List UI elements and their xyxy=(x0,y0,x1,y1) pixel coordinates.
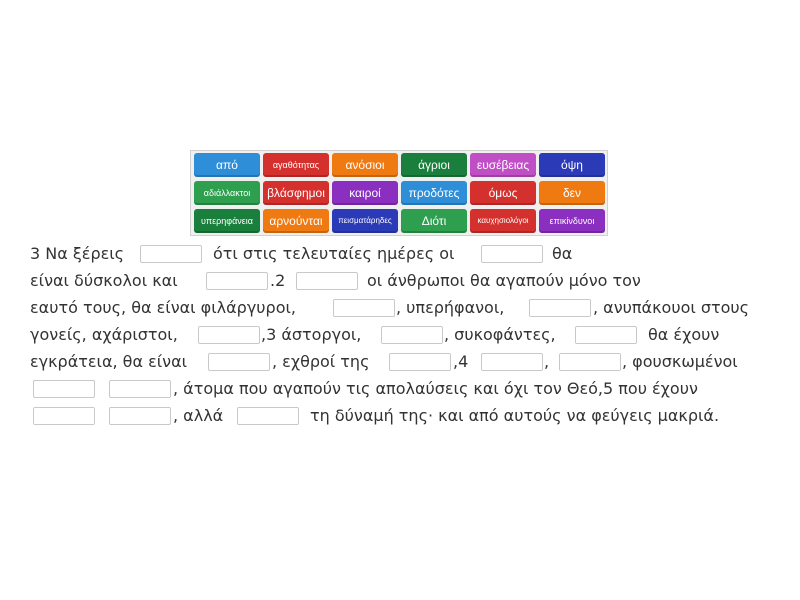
word-tile[interactable]: δεν xyxy=(539,181,605,205)
word-bank xyxy=(190,150,608,236)
word-tile[interactable]: από xyxy=(194,153,260,177)
text-segment: 3 Να ξέρεις xyxy=(30,244,125,263)
word-tile[interactable]: επικίνδυνοι xyxy=(539,209,605,233)
text-segment: .2 xyxy=(270,271,286,290)
text-segment: , αλλά xyxy=(173,406,224,425)
text-segment: , xyxy=(544,352,550,371)
word-tile[interactable]: υπερηφάνεια xyxy=(194,209,260,233)
answer-blank-14[interactable] xyxy=(33,380,95,398)
text-segment: ότι στις τελευταίες ημέρες οι xyxy=(213,244,455,263)
answer-blank-11[interactable] xyxy=(389,353,451,371)
text-segment: θα έχουν xyxy=(648,325,720,344)
text-segment: , υπερήφανοι, xyxy=(396,298,505,317)
word-tile[interactable]: ανόσιοι xyxy=(332,153,398,177)
answer-blank-3[interactable] xyxy=(206,272,268,290)
answer-blank-17[interactable] xyxy=(109,407,171,425)
text-segment: γονείς, αχάριστοι, xyxy=(30,325,178,344)
answer-blank-2[interactable] xyxy=(481,245,543,263)
answer-blank-1[interactable] xyxy=(140,245,202,263)
word-tile[interactable]: καυχησιολόγοι xyxy=(470,209,536,233)
text-segment: , ανυπάκουοι στους xyxy=(593,298,750,317)
text-segment: ,3 άστοργοι, xyxy=(261,325,362,344)
answer-blank-13[interactable] xyxy=(559,353,621,371)
text-segment: είναι δύσκολοι και xyxy=(30,271,178,290)
word-tile[interactable]: πεισματάρηδες xyxy=(332,209,398,233)
word-tile[interactable]: Διότι xyxy=(401,209,467,233)
answer-blank-8[interactable] xyxy=(381,326,443,344)
text-segment: , συκοφάντες, xyxy=(444,325,556,344)
word-tile[interactable]: αγαθότητας xyxy=(263,153,329,177)
answer-blank-6[interactable] xyxy=(529,299,591,317)
word-tile[interactable]: άγριοι xyxy=(401,153,467,177)
text-segment: , φουσκωμένοι xyxy=(622,352,738,371)
answer-blank-4[interactable] xyxy=(296,272,358,290)
text-segment: εαυτό τους, θα είναι φιλάργυροι, xyxy=(30,298,296,317)
word-tile[interactable]: προδότες xyxy=(401,181,467,205)
word-tile[interactable]: αρνούνται xyxy=(263,209,329,233)
word-tile[interactable]: καιροί xyxy=(332,181,398,205)
word-tile[interactable]: ευσέβειας xyxy=(470,153,536,177)
word-tile[interactable]: όμως xyxy=(470,181,536,205)
word-tile[interactable]: βλάσφημοι xyxy=(263,181,329,205)
answer-blank-5[interactable] xyxy=(333,299,395,317)
answer-blank-16[interactable] xyxy=(33,407,95,425)
answer-blank-15[interactable] xyxy=(109,380,171,398)
text-segment: εγκράτεια, θα είναι xyxy=(30,352,188,371)
text-segment: , εχθροί της xyxy=(272,352,370,371)
answer-blank-18[interactable] xyxy=(237,407,299,425)
text-segment: θα xyxy=(552,244,573,263)
text-segment: τη δύναμή της· και από αυτούς να φεύγεις μακριά. xyxy=(310,406,720,425)
word-tile[interactable]: όψη xyxy=(539,153,605,177)
answer-blank-7[interactable] xyxy=(198,326,260,344)
text-segment: ,4 xyxy=(453,352,469,371)
text-segment: οι άνθρωποι θα αγαπούν μόνο τον xyxy=(367,271,641,290)
word-tile[interactable]: αδιάλλακτοι xyxy=(194,181,260,205)
text-segment: , άτομα που αγαπούν τις απολαύσεις και όχι τον Θεό,5 που έχουν xyxy=(173,379,698,398)
answer-blank-10[interactable] xyxy=(208,353,270,371)
answer-blank-12[interactable] xyxy=(481,353,543,371)
answer-blank-9[interactable] xyxy=(575,326,637,344)
